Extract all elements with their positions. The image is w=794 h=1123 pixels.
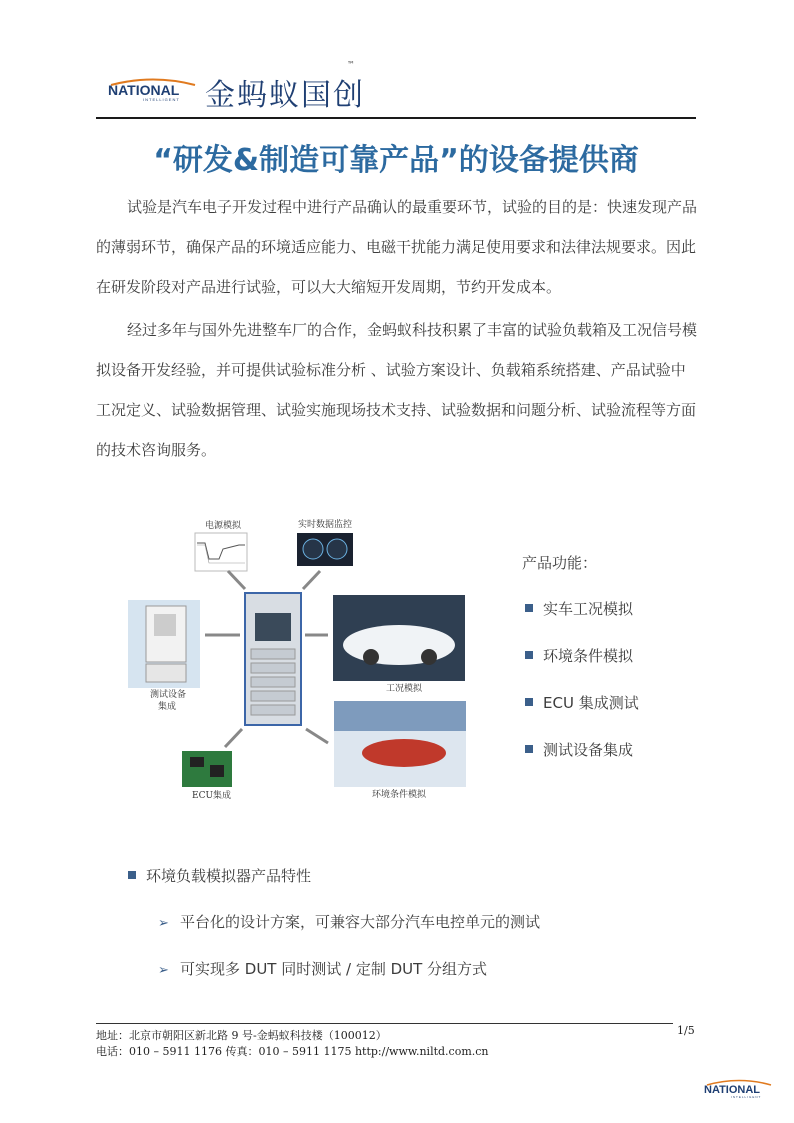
power-sim-chart bbox=[195, 533, 247, 571]
feature-item bbox=[158, 911, 540, 932]
function-item-label: 实车工况模拟 bbox=[543, 600, 634, 618]
feature-item-label: 可实现多 DUT 同时测试 / 定制 DUT 分组方式 bbox=[180, 960, 488, 978]
square-bullet-icon bbox=[525, 745, 533, 753]
function-item-label: ECU 集成测试 bbox=[543, 694, 639, 712]
functions-title: 产品功能： bbox=[522, 554, 598, 572]
trademark-mark: ™ bbox=[347, 60, 355, 69]
label-test-equipment-2: 集成 bbox=[158, 702, 177, 712]
label-condition-sim: 工况模拟 bbox=[386, 684, 423, 694]
footer-address: 地址：北京市朝阳区新北路 9 号-金蚂蚁科技楼（100012） bbox=[96, 1029, 387, 1042]
footer-divider bbox=[96, 1023, 673, 1024]
intro-paragraph-1: 试验是汽车电子开发过程中进行产品确认的最重要环节，试验的目的是：快速发现产品的薄弱环节，确保产品的环境适应能力、电磁干扰能力满足使用要求和法律法规要求。因此在研发阶段对产品进行试验，可以大大缩短开发周期，节约开发成本。 bbox=[96, 198, 698, 296]
label-env-condition-sim: 环境条件模拟 bbox=[372, 790, 427, 800]
page-number: 1/5 bbox=[677, 1024, 695, 1037]
function-item-label: 环境条件模拟 bbox=[543, 647, 634, 665]
label-test-equipment-1: 测试设备 bbox=[150, 690, 187, 700]
arrow-bullet-icon: ➢ bbox=[158, 963, 169, 978]
square-bullet-icon bbox=[525, 604, 533, 612]
label-power-sim: 电源模拟 bbox=[205, 521, 242, 531]
page-title: “研发&制造可靠产品”的设备提供商 bbox=[153, 143, 639, 178]
national-logo bbox=[107, 78, 199, 102]
arrow-bullet-icon: ➢ bbox=[158, 916, 169, 931]
features-heading-label: 环境负载模拟器产品特性 bbox=[146, 867, 312, 885]
load-box-cabinet bbox=[245, 593, 301, 725]
ecu-board-image bbox=[182, 751, 232, 787]
feature-item bbox=[158, 958, 487, 979]
function-item-label: 测试设备集成 bbox=[543, 741, 634, 759]
function-item bbox=[525, 692, 639, 713]
footer-logo-text: NATIONAL bbox=[704, 1084, 761, 1096]
logo-national-subtext: INTELLIGENT bbox=[143, 97, 180, 102]
system-diagram bbox=[120, 515, 480, 805]
intro-paragraph-2: 经过多年与国外先进整车厂的合作，金蚂蚁科技积累了丰富的试验负载箱及工况信号模拟设备开发经验，并可提供试验标准分析 、试验方案设计、负载箱系统搭建、产品试验中工况定义、试验数据管理、试验实施现场技术支持、试验数据和问题分析、试验流程等方面的技术咨询服务。 bbox=[96, 321, 698, 459]
logo-national-text: NATIONAL bbox=[108, 82, 180, 98]
env-condition-car-image bbox=[334, 701, 466, 787]
label-realtime-monitor: 实时数据监控 bbox=[298, 520, 353, 530]
features-heading bbox=[128, 865, 311, 886]
logo-chinese-name: 金蚂蚁国创 bbox=[205, 78, 365, 113]
footer-national-logo bbox=[703, 1078, 775, 1098]
function-item bbox=[525, 598, 633, 619]
footer-contact: 电话：010 – 5911 1176 传真：010 – 5911 1175 http://www.niltd.com.cn bbox=[96, 1045, 489, 1058]
feature-item-label: 平台化的设计方案，可兼容大部分汽车电控单元的测试 bbox=[180, 913, 541, 931]
condition-sim-car-image bbox=[333, 595, 465, 681]
square-bullet-icon bbox=[525, 651, 533, 659]
dashboard-image bbox=[297, 533, 353, 566]
label-ecu-integration: ECU集成 bbox=[192, 791, 232, 801]
function-item bbox=[525, 645, 633, 666]
footer-logo-subtext: INTELLIGENT bbox=[731, 1095, 762, 1098]
square-bullet-icon bbox=[128, 871, 136, 879]
test-chamber-image bbox=[128, 600, 200, 688]
header-divider bbox=[96, 117, 696, 119]
function-item bbox=[525, 739, 633, 760]
square-bullet-icon bbox=[525, 698, 533, 706]
